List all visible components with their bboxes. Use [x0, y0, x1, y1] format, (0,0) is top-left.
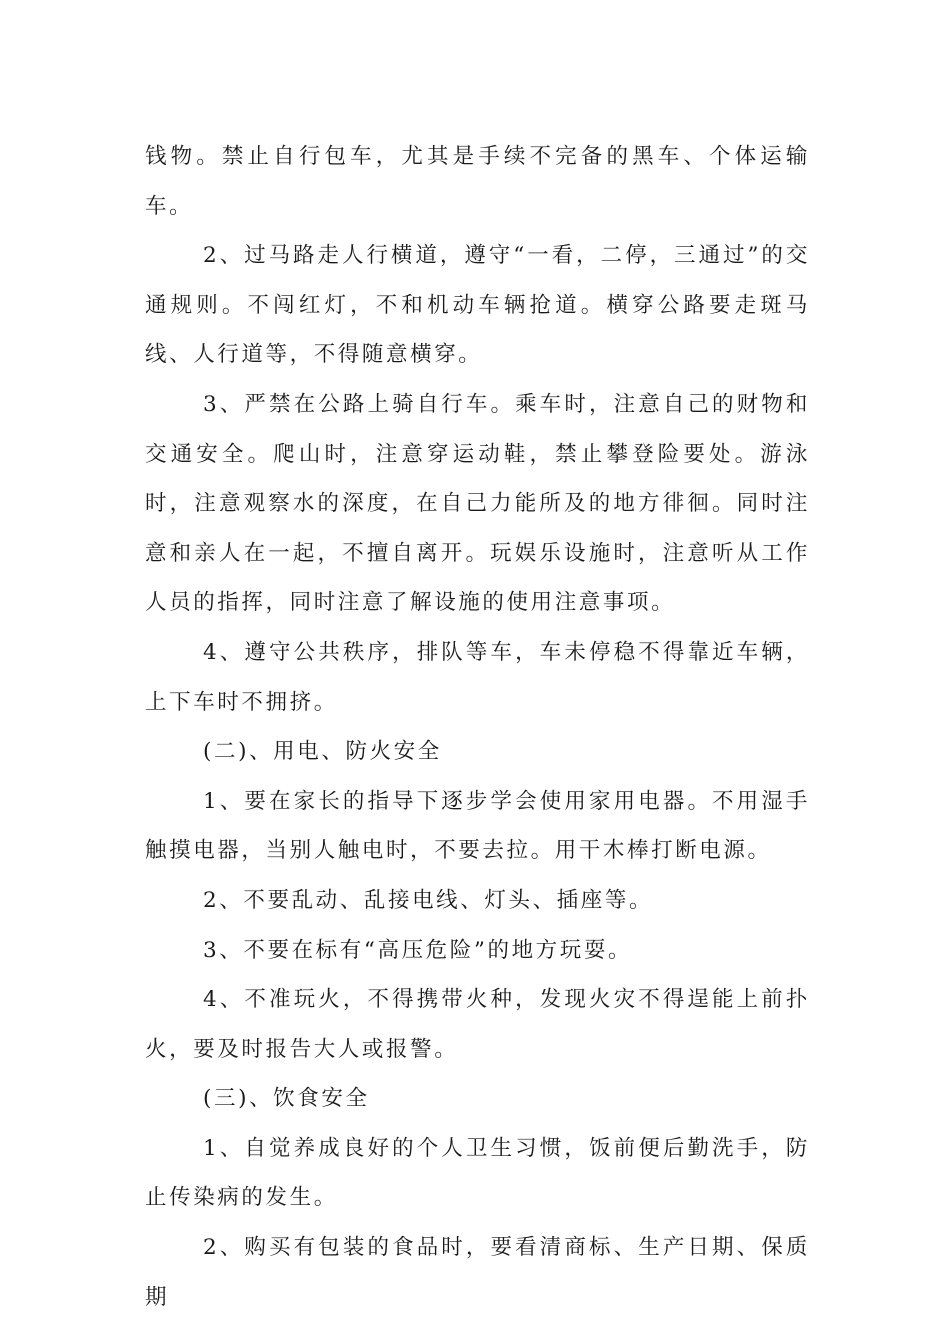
paragraph-5: 1、要在家长的指导下逐步学会使用家用电器。不用湿手触摸电器，当别人触电时，不要去拉。用干木棒打断电源。: [145, 788, 810, 864]
paragraph-1: 钱物。禁止自行包车，尤其是手续不完备的黑车、个体运输车。: [145, 144, 810, 219]
paragraph-10: 2、购买有包装的食品时，要看清商标、生产日期、保质期: [145, 1235, 810, 1310]
paragraph-6: 2、不要乱动、乱接电线、灯头、插座等。: [203, 887, 654, 913]
document-body: [145, 132, 810, 1322]
section-heading-electric-fire-safety: (二)、用电、防火安全: [203, 739, 442, 765]
paragraph-2: 2、过马路走人行横道，遵守“一看，二停，三通过”的交通规则。不闯红灯，不和机动车辆抢道。横穿公路要走斑马线、人行道等，不得随意横穿。: [145, 243, 810, 368]
paragraph-7: 3、不要在标有“高压危险”的地方玩耍。: [203, 937, 633, 963]
paragraph-4: 4、遵守公共秩序，排队等车，车未停稳不得靠近车辆，上下车时不拥挤。: [145, 639, 810, 715]
paragraph-3: 3、严禁在公路上骑自行车。乘车时，注意自己的财物和交通安全。爬山时，注意穿运动鞋，禁止攀登险要处。游泳时，注意观察水的深度，在自己力能所及的地方徘徊。同时注意和亲人在一起，不擅自离开。玩娱乐设施时，注意听从工作人员的指挥，同时注意了解设施的使用注意事项。: [145, 391, 810, 616]
section-heading-food-safety: (三)、饮食安全: [203, 1086, 370, 1112]
paragraph-8: 4、不准玩火，不得携带火种，发现火灾不得逞能上前扑火，要及时报告大人或报警。: [145, 987, 810, 1062]
paragraph-9: 1、自觉养成良好的个人卫生习惯，饭前便后勤洗手，防止传染病的发生。: [145, 1135, 810, 1211]
